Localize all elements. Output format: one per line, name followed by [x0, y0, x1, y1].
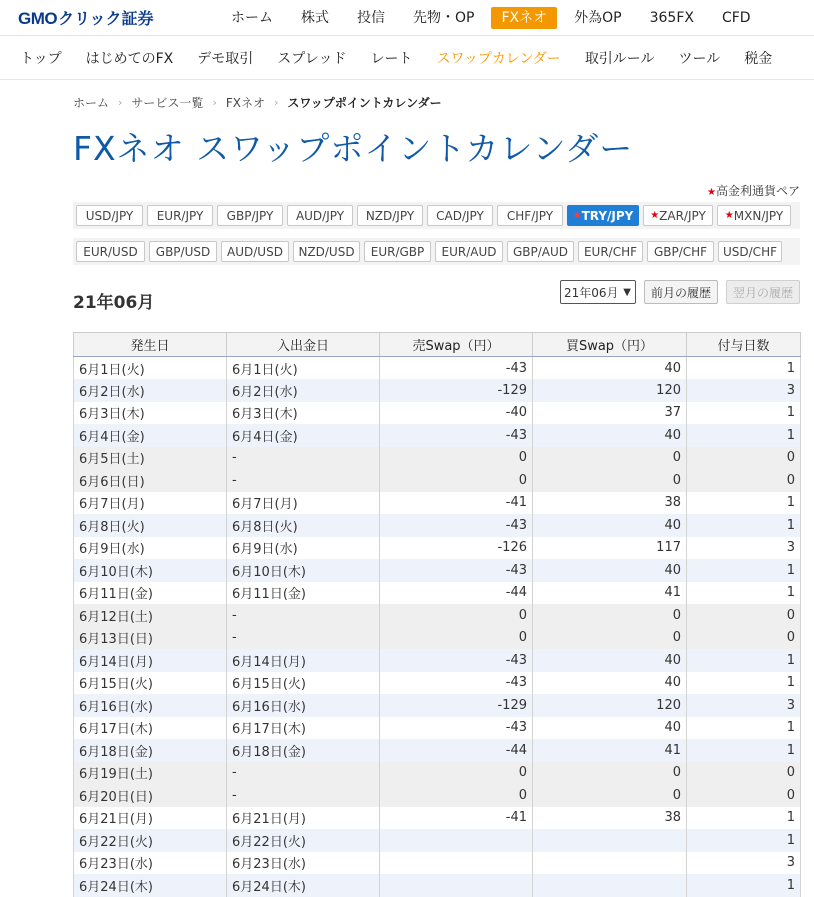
table-cell: 0	[533, 604, 687, 627]
table-cell	[533, 874, 687, 897]
table-cell: 3	[687, 379, 801, 402]
table-cell: 1	[687, 739, 801, 762]
table-cell: -43	[380, 514, 533, 537]
table-cell: 6月18日(金)	[74, 739, 227, 762]
table-cell: 6月3日(木)	[227, 402, 380, 425]
table-row	[74, 649, 801, 672]
currency-pair-tab[interactable]	[643, 205, 713, 226]
table-cell: 6月23日(水)	[227, 852, 380, 875]
table-cell: -43	[380, 717, 533, 740]
currency-pair-label: USD/JPY	[85, 208, 134, 223]
table-cell: -	[227, 762, 380, 785]
table-cell: 41	[533, 739, 687, 762]
table-cell: -126	[380, 537, 533, 560]
table-cell: 6月6日(日)	[74, 469, 227, 492]
swap-calendar-table	[73, 332, 801, 897]
table-cell	[533, 852, 687, 875]
currency-pair-tabs-cross	[73, 238, 800, 265]
table-row	[74, 514, 801, 537]
currency-pair-tab[interactable]	[149, 241, 217, 262]
table-cell: 0	[533, 784, 687, 807]
table-cell: 6月10日(木)	[227, 559, 380, 582]
table-cell: 1	[687, 874, 801, 897]
page-title: FXネオ スワップポイントカレンダー	[73, 129, 634, 168]
table-cell: 120	[533, 694, 687, 717]
table-cell: 3	[687, 537, 801, 560]
currency-pair-label: GBP/CHF	[653, 244, 708, 259]
table-cell: 0	[687, 604, 801, 627]
table-cell: -	[227, 784, 380, 807]
star-icon: ★	[650, 210, 660, 221]
month-select-value: 21年06月	[564, 285, 619, 300]
table-cell: -40	[380, 402, 533, 425]
currency-pair-tab[interactable]	[364, 241, 431, 262]
table-cell: 6月18日(金)	[227, 739, 380, 762]
table-cell: 6月2日(水)	[227, 379, 380, 402]
star-icon: ★	[707, 187, 716, 198]
breadcrumb-link[interactable]: FXネオ	[225, 95, 265, 110]
table-cell: 6月16日(水)	[227, 694, 380, 717]
table-cell: 6月12日(土)	[74, 604, 227, 627]
currency-pair-tab[interactable]	[578, 241, 643, 262]
month-heading: 21年06月	[73, 293, 155, 313]
table-cell: -43	[380, 559, 533, 582]
table-cell: -43	[380, 424, 533, 447]
table-row	[74, 379, 801, 402]
sub-nav-item[interactable]: スプレッド	[277, 50, 347, 67]
currency-pair-label: TRY/JPY	[581, 208, 634, 223]
table-row	[74, 559, 801, 582]
global-nav-item[interactable]: 先物・OP	[413, 9, 475, 26]
table-cell: -44	[380, 582, 533, 605]
fx-sub-nav	[0, 36, 814, 80]
table-cell: 0	[533, 627, 687, 650]
table-row	[74, 492, 801, 515]
table-cell: 38	[533, 492, 687, 515]
currency-pair-label: EUR/GBP	[370, 244, 425, 259]
currency-pair-tab[interactable]	[427, 205, 493, 226]
table-cell: 0	[687, 447, 801, 470]
table-cell: 0	[380, 604, 533, 627]
table-cell: 1	[687, 514, 801, 537]
table-cell: 6月5日(土)	[74, 447, 227, 470]
global-nav-items	[220, 7, 768, 29]
global-nav-item[interactable]: FXネオ	[491, 7, 557, 29]
currency-pair-label: NZD/USD	[298, 244, 355, 259]
currency-pair-label: EUR/CHF	[583, 244, 638, 259]
currency-pair-label: EUR/AUD	[441, 244, 497, 259]
table-cell: 1	[687, 672, 801, 695]
table-cell: 0	[687, 469, 801, 492]
table-cell: 6月15日(火)	[227, 672, 380, 695]
table-row	[74, 739, 801, 762]
table-row	[74, 672, 801, 695]
global-nav-item[interactable]: 投信	[357, 9, 385, 26]
table-cell: 0	[380, 784, 533, 807]
table-cell: 1	[687, 582, 801, 605]
table-cell: 6月4日(金)	[74, 424, 227, 447]
table-cell: 0	[687, 627, 801, 650]
table-cell: 41	[533, 582, 687, 605]
table-cell: 6月1日(火)	[74, 357, 227, 380]
table-cell	[380, 852, 533, 875]
table-row	[74, 537, 801, 560]
table-row	[74, 357, 801, 380]
currency-pair-tab[interactable]	[647, 241, 714, 262]
table-cell: 40	[533, 514, 687, 537]
table-cell: 40	[533, 357, 687, 380]
star-icon: ★	[724, 210, 734, 221]
logo-gmo-text: GMO	[18, 9, 58, 28]
high-interest-note	[707, 182, 800, 199]
currency-pair-tab[interactable]	[497, 205, 563, 226]
table-cell: 3	[687, 694, 801, 717]
table-cell: 1	[687, 559, 801, 582]
table-cell: 6月10日(木)	[74, 559, 227, 582]
table-row	[74, 447, 801, 470]
currency-pair-label: EUR/USD	[83, 244, 138, 259]
sub-nav-item[interactable]: レート	[370, 50, 413, 67]
currency-pair-label: GBP/AUD	[512, 244, 569, 259]
table-cell: 6月19日(土)	[74, 762, 227, 785]
table-cell: 6月9日(水)	[227, 537, 380, 560]
sub-nav-item[interactable]: ツール	[678, 50, 721, 67]
table-cell: 40	[533, 559, 687, 582]
currency-pair-label: AUD/JPY	[295, 208, 345, 223]
column-header: 売Swap（円）	[380, 333, 533, 357]
next-month-button[interactable]: 翌月の履歴	[726, 280, 800, 304]
logo-click-text: クリック証券	[58, 9, 154, 28]
table-row	[74, 852, 801, 875]
table-cell: 6月7日(月)	[227, 492, 380, 515]
table-cell: 6月16日(水)	[74, 694, 227, 717]
table-row	[74, 469, 801, 492]
currency-pair-tab[interactable]	[718, 241, 782, 262]
table-cell: -43	[380, 357, 533, 380]
column-header: 発生日	[74, 333, 227, 357]
table-cell: 6月8日(火)	[74, 514, 227, 537]
table-cell: 6月24日(木)	[227, 874, 380, 897]
currency-pair-tabs-jpy	[73, 202, 800, 229]
global-nav-item[interactable]: CFD	[721, 9, 751, 26]
table-cell: 6月1日(火)	[227, 357, 380, 380]
global-nav-item[interactable]: ホーム	[231, 9, 273, 26]
table-cell: -41	[380, 492, 533, 515]
table-cell: 6月15日(火)	[74, 672, 227, 695]
table-cell	[380, 874, 533, 897]
chevron-down-icon: ▼	[623, 286, 631, 298]
table-cell: 6月23日(水)	[74, 852, 227, 875]
currency-pair-tab[interactable]	[293, 241, 360, 262]
table-cell: 1	[687, 492, 801, 515]
table-cell: 6月20日(日)	[74, 784, 227, 807]
table-cell: -	[227, 604, 380, 627]
table-cell: 0	[380, 627, 533, 650]
table-cell: -44	[380, 739, 533, 762]
table-cell: 6月21日(月)	[227, 807, 380, 830]
table-cell: 1	[687, 649, 801, 672]
table-body	[74, 357, 801, 897]
high-interest-label: 高金利通貨ペア	[715, 184, 800, 198]
currency-pair-label: CAD/JPY	[436, 208, 484, 223]
table-row	[74, 424, 801, 447]
table-cell: 1	[687, 402, 801, 425]
table-cell: 40	[533, 717, 687, 740]
table-cell: -	[227, 447, 380, 470]
table-cell: 0	[533, 469, 687, 492]
table-cell: 38	[533, 807, 687, 830]
table-row	[74, 874, 801, 897]
column-header: 付与日数	[687, 333, 801, 357]
table-row	[74, 807, 801, 830]
table-cell: 6月14日(月)	[227, 649, 380, 672]
currency-pair-label: EUR/JPY	[156, 208, 204, 223]
table-row	[74, 694, 801, 717]
currency-pair-label: GBP/JPY	[226, 208, 274, 223]
table-cell: 40	[533, 672, 687, 695]
table-row	[74, 582, 801, 605]
table-row	[74, 604, 801, 627]
table-cell	[533, 829, 687, 852]
main-content	[73, 92, 800, 895]
currency-pair-tab[interactable]	[76, 241, 145, 262]
table-cell: 6月11日(金)	[227, 582, 380, 605]
table-cell: 0	[533, 762, 687, 785]
currency-pair-tab[interactable]	[567, 205, 639, 226]
table-cell: 1	[687, 717, 801, 740]
table-cell: 1	[687, 829, 801, 852]
table-row	[74, 402, 801, 425]
currency-pair-tab[interactable]	[147, 205, 213, 226]
swap-table-container	[73, 332, 800, 897]
breadcrumb-link[interactable]: サービス一覧	[131, 95, 204, 110]
table-cell: 6月21日(月)	[74, 807, 227, 830]
currency-pair-label: ZAR/JPY	[659, 208, 706, 223]
sub-nav-item[interactable]: 取引ルール	[584, 50, 655, 67]
currency-pair-tab[interactable]	[76, 205, 143, 226]
sub-nav-item[interactable]: はじめてのFX	[85, 50, 174, 67]
chevron-right-icon: ›	[212, 95, 217, 109]
table-cell: 6月14日(月)	[74, 649, 227, 672]
table-cell: 0	[380, 762, 533, 785]
currency-pair-tab[interactable]	[287, 205, 353, 226]
currency-pair-tab[interactable]	[357, 205, 423, 226]
breadcrumb	[73, 92, 800, 112]
month-controls	[560, 280, 800, 304]
currency-pair-tab[interactable]	[507, 241, 574, 262]
global-nav-item[interactable]: 外為OP	[574, 9, 622, 26]
table-cell: 40	[533, 424, 687, 447]
column-header: 買Swap（円）	[533, 333, 687, 357]
global-nav	[0, 0, 814, 36]
breadcrumb-link[interactable]: ホーム	[73, 95, 110, 110]
currency-pair-tab[interactable]	[217, 205, 283, 226]
table-cell: 0	[533, 447, 687, 470]
table-cell: -	[227, 627, 380, 650]
column-header: 入出金日	[227, 333, 380, 357]
table-cell: 6月4日(金)	[227, 424, 380, 447]
chevron-right-icon: ›	[273, 95, 279, 109]
sub-nav-item[interactable]: 税金	[744, 50, 773, 67]
table-cell: 6月8日(火)	[227, 514, 380, 537]
table-cell: 0	[380, 469, 533, 492]
gmo-click-logo[interactable]	[0, 6, 220, 29]
currency-pair-label: CHF/JPY	[506, 208, 554, 223]
table-header-row	[74, 333, 801, 357]
table-cell: 6月13日(日)	[74, 627, 227, 650]
sub-nav-item[interactable]: デモ取引	[197, 50, 254, 67]
table-cell: 6月3日(木)	[74, 402, 227, 425]
currency-pair-label: GBP/USD	[155, 244, 211, 259]
month-select[interactable]	[560, 280, 636, 304]
table-cell: -43	[380, 649, 533, 672]
table-cell: 1	[687, 807, 801, 830]
table-cell: 6月2日(水)	[74, 379, 227, 402]
table-cell: 6月22日(火)	[74, 829, 227, 852]
table-cell: 0	[687, 784, 801, 807]
global-nav-item[interactable]: 365FX	[649, 9, 694, 26]
currency-pair-label: NZD/JPY	[365, 208, 415, 223]
currency-pair-tab[interactable]	[221, 241, 289, 262]
global-nav-item[interactable]: 株式	[301, 9, 329, 26]
table-cell: 117	[533, 537, 687, 560]
table-row	[74, 627, 801, 650]
sub-nav-item[interactable]: トップ	[20, 50, 62, 67]
currency-pair-label: USD/CHF	[723, 244, 777, 259]
table-cell: 6月17日(木)	[74, 717, 227, 740]
prev-month-button[interactable]: 前月の履歴	[644, 280, 718, 304]
currency-pair-label: MXN/JPY	[733, 208, 784, 223]
table-cell: -	[227, 469, 380, 492]
table-cell: 0	[380, 447, 533, 470]
currency-pair-tab[interactable]	[717, 205, 791, 226]
table-cell: 6月7日(月)	[74, 492, 227, 515]
table-cell: 6月24日(木)	[74, 874, 227, 897]
chevron-right-icon: ›	[118, 95, 123, 109]
table-cell: 6月9日(水)	[74, 537, 227, 560]
table-cell: -129	[380, 694, 533, 717]
table-cell: 3	[687, 852, 801, 875]
table-cell: 40	[533, 649, 687, 672]
table-cell: -41	[380, 807, 533, 830]
star-icon: ★	[572, 210, 582, 221]
table-cell: 6月11日(金)	[74, 582, 227, 605]
table-cell: 0	[687, 762, 801, 785]
table-cell: 37	[533, 402, 687, 425]
table-row	[74, 784, 801, 807]
table-cell: 120	[533, 379, 687, 402]
currency-pair-label: AUD/USD	[227, 244, 283, 259]
table-row	[74, 829, 801, 852]
breadcrumb-current: スワップポイントカレンダー	[287, 95, 442, 110]
table-cell: -129	[380, 379, 533, 402]
table-row	[74, 762, 801, 785]
table-cell	[380, 829, 533, 852]
currency-pair-tab[interactable]	[435, 241, 503, 262]
table-cell: 6月17日(木)	[227, 717, 380, 740]
table-row	[74, 717, 801, 740]
table-cell: 6月22日(火)	[227, 829, 380, 852]
table-cell: 1	[687, 357, 801, 380]
sub-nav-item[interactable]: スワップカレンダー	[436, 50, 561, 67]
table-cell: -43	[380, 672, 533, 695]
table-cell: 1	[687, 424, 801, 447]
